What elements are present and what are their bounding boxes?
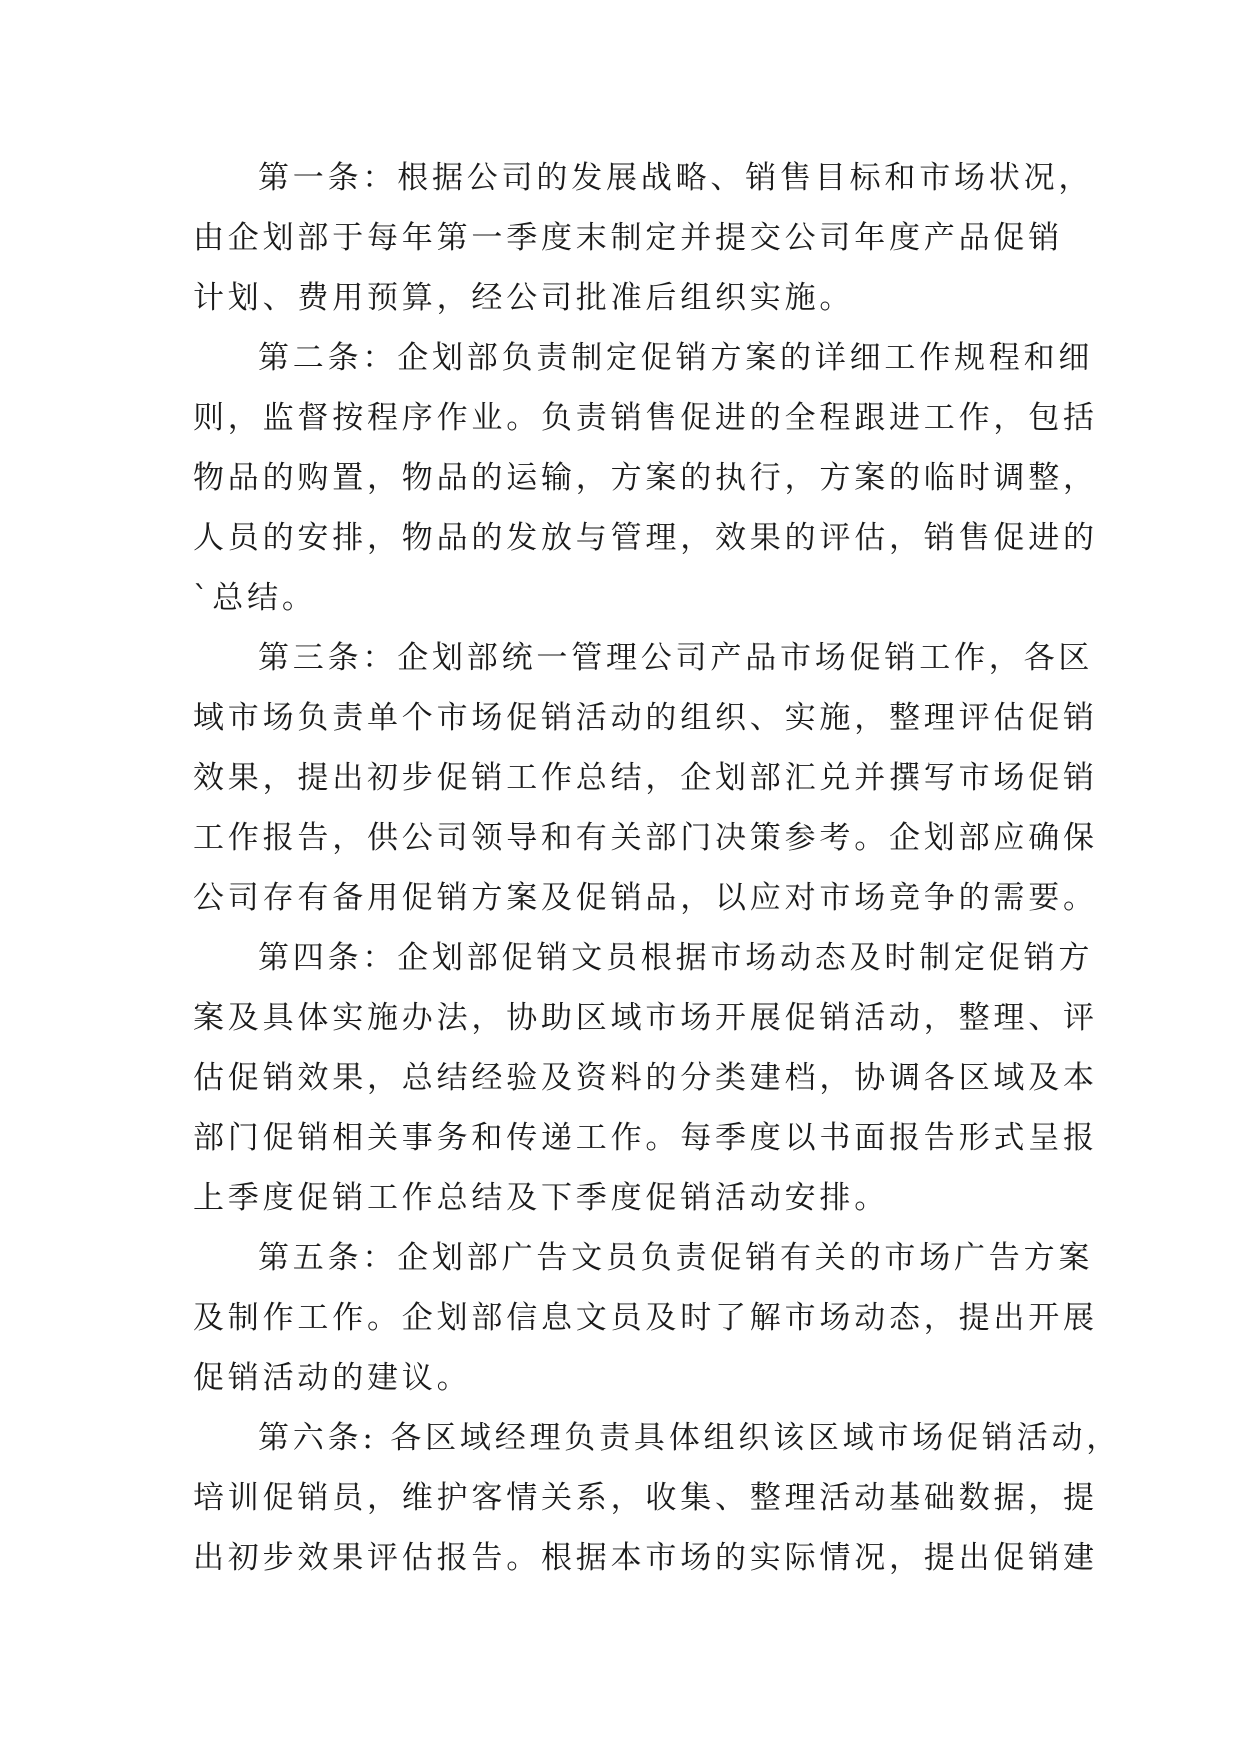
article-2-line-5: `总结。 xyxy=(193,580,317,616)
article-2-line-4: 人员的安排，物品的发放与管理，效果的评估，销售促进的 xyxy=(193,520,1098,556)
article-5-line-2: 及制作工作。企划部信息文员及时了解市场动态，提出开展 xyxy=(193,1300,1098,1336)
article-6-line-2: 培训促销员，维护客情关系，收集、整理活动基础数据，提 xyxy=(193,1480,1098,1516)
article-4-line-3: 估促销效果，总结经验及资料的分类建档，协调各区域及本 xyxy=(193,1060,1098,1096)
article-4-line-2: 案及具体实施办法，协助区域市场开展促销活动，整理、评 xyxy=(193,1000,1098,1036)
article-3-line-3: 效果，提出初步促销工作总结，企划部汇兑并撰写市场促销 xyxy=(193,760,1098,796)
article-5-line-1: 第五条：企划部广告文员负责促销有关的市场广告方案 xyxy=(258,1240,1094,1276)
article-4-line-4: 部门促销相关事务和传递工作。每季度以书面报告形式呈报 xyxy=(193,1120,1098,1156)
article-1-line-1: 第一条：根据公司的发展战略、销售目标和市场状况， xyxy=(258,160,1094,196)
article-3-line-5: 公司存有备用促销方案及促销品，以应对市场竞争的需要。 xyxy=(193,880,1098,916)
article-3-line-1: 第三条：企划部统一管理公司产品市场促销工作，各区 xyxy=(258,640,1094,676)
article-6-line-1: 第六条: 各区域经理负责具体组织该区域市场促销活动， xyxy=(258,1420,1122,1456)
article-6-line-3: 出初步效果评估报告。根据本市场的实际情况，提出促销建 xyxy=(193,1540,1098,1576)
article-3-line-4: 工作报告，供公司领导和有关部门决策参考。企划部应确保 xyxy=(193,820,1098,856)
article-5-line-3: 促销活动的建议。 xyxy=(193,1360,472,1396)
article-4-line-5: 上季度促销工作总结及下季度促销活动安排。 xyxy=(193,1180,889,1216)
article-2-line-1: 第二条：企划部负责制定促销方案的详细工作规程和细 xyxy=(258,340,1094,376)
article-1-line-2: 由企划部于每年第一季度末制定并提交公司年度产品促销 xyxy=(193,220,1063,256)
article-4-line-1: 第四条：企划部促销文员根据市场动态及时制定促销方 xyxy=(258,940,1094,976)
article-2-line-2: 则，监督按程序作业。负责销售促进的全程跟进工作，包括 xyxy=(193,400,1098,436)
article-3-line-2: 域市场负责单个市场促销活动的组织、实施，整理评估促销 xyxy=(193,700,1098,736)
article-2-line-3: 物品的购置，物品的运输，方案的执行，方案的临时调整， xyxy=(193,460,1098,496)
article-1-line-3: 计划、费用预算，经公司批准后组织实施。 xyxy=(193,280,855,316)
